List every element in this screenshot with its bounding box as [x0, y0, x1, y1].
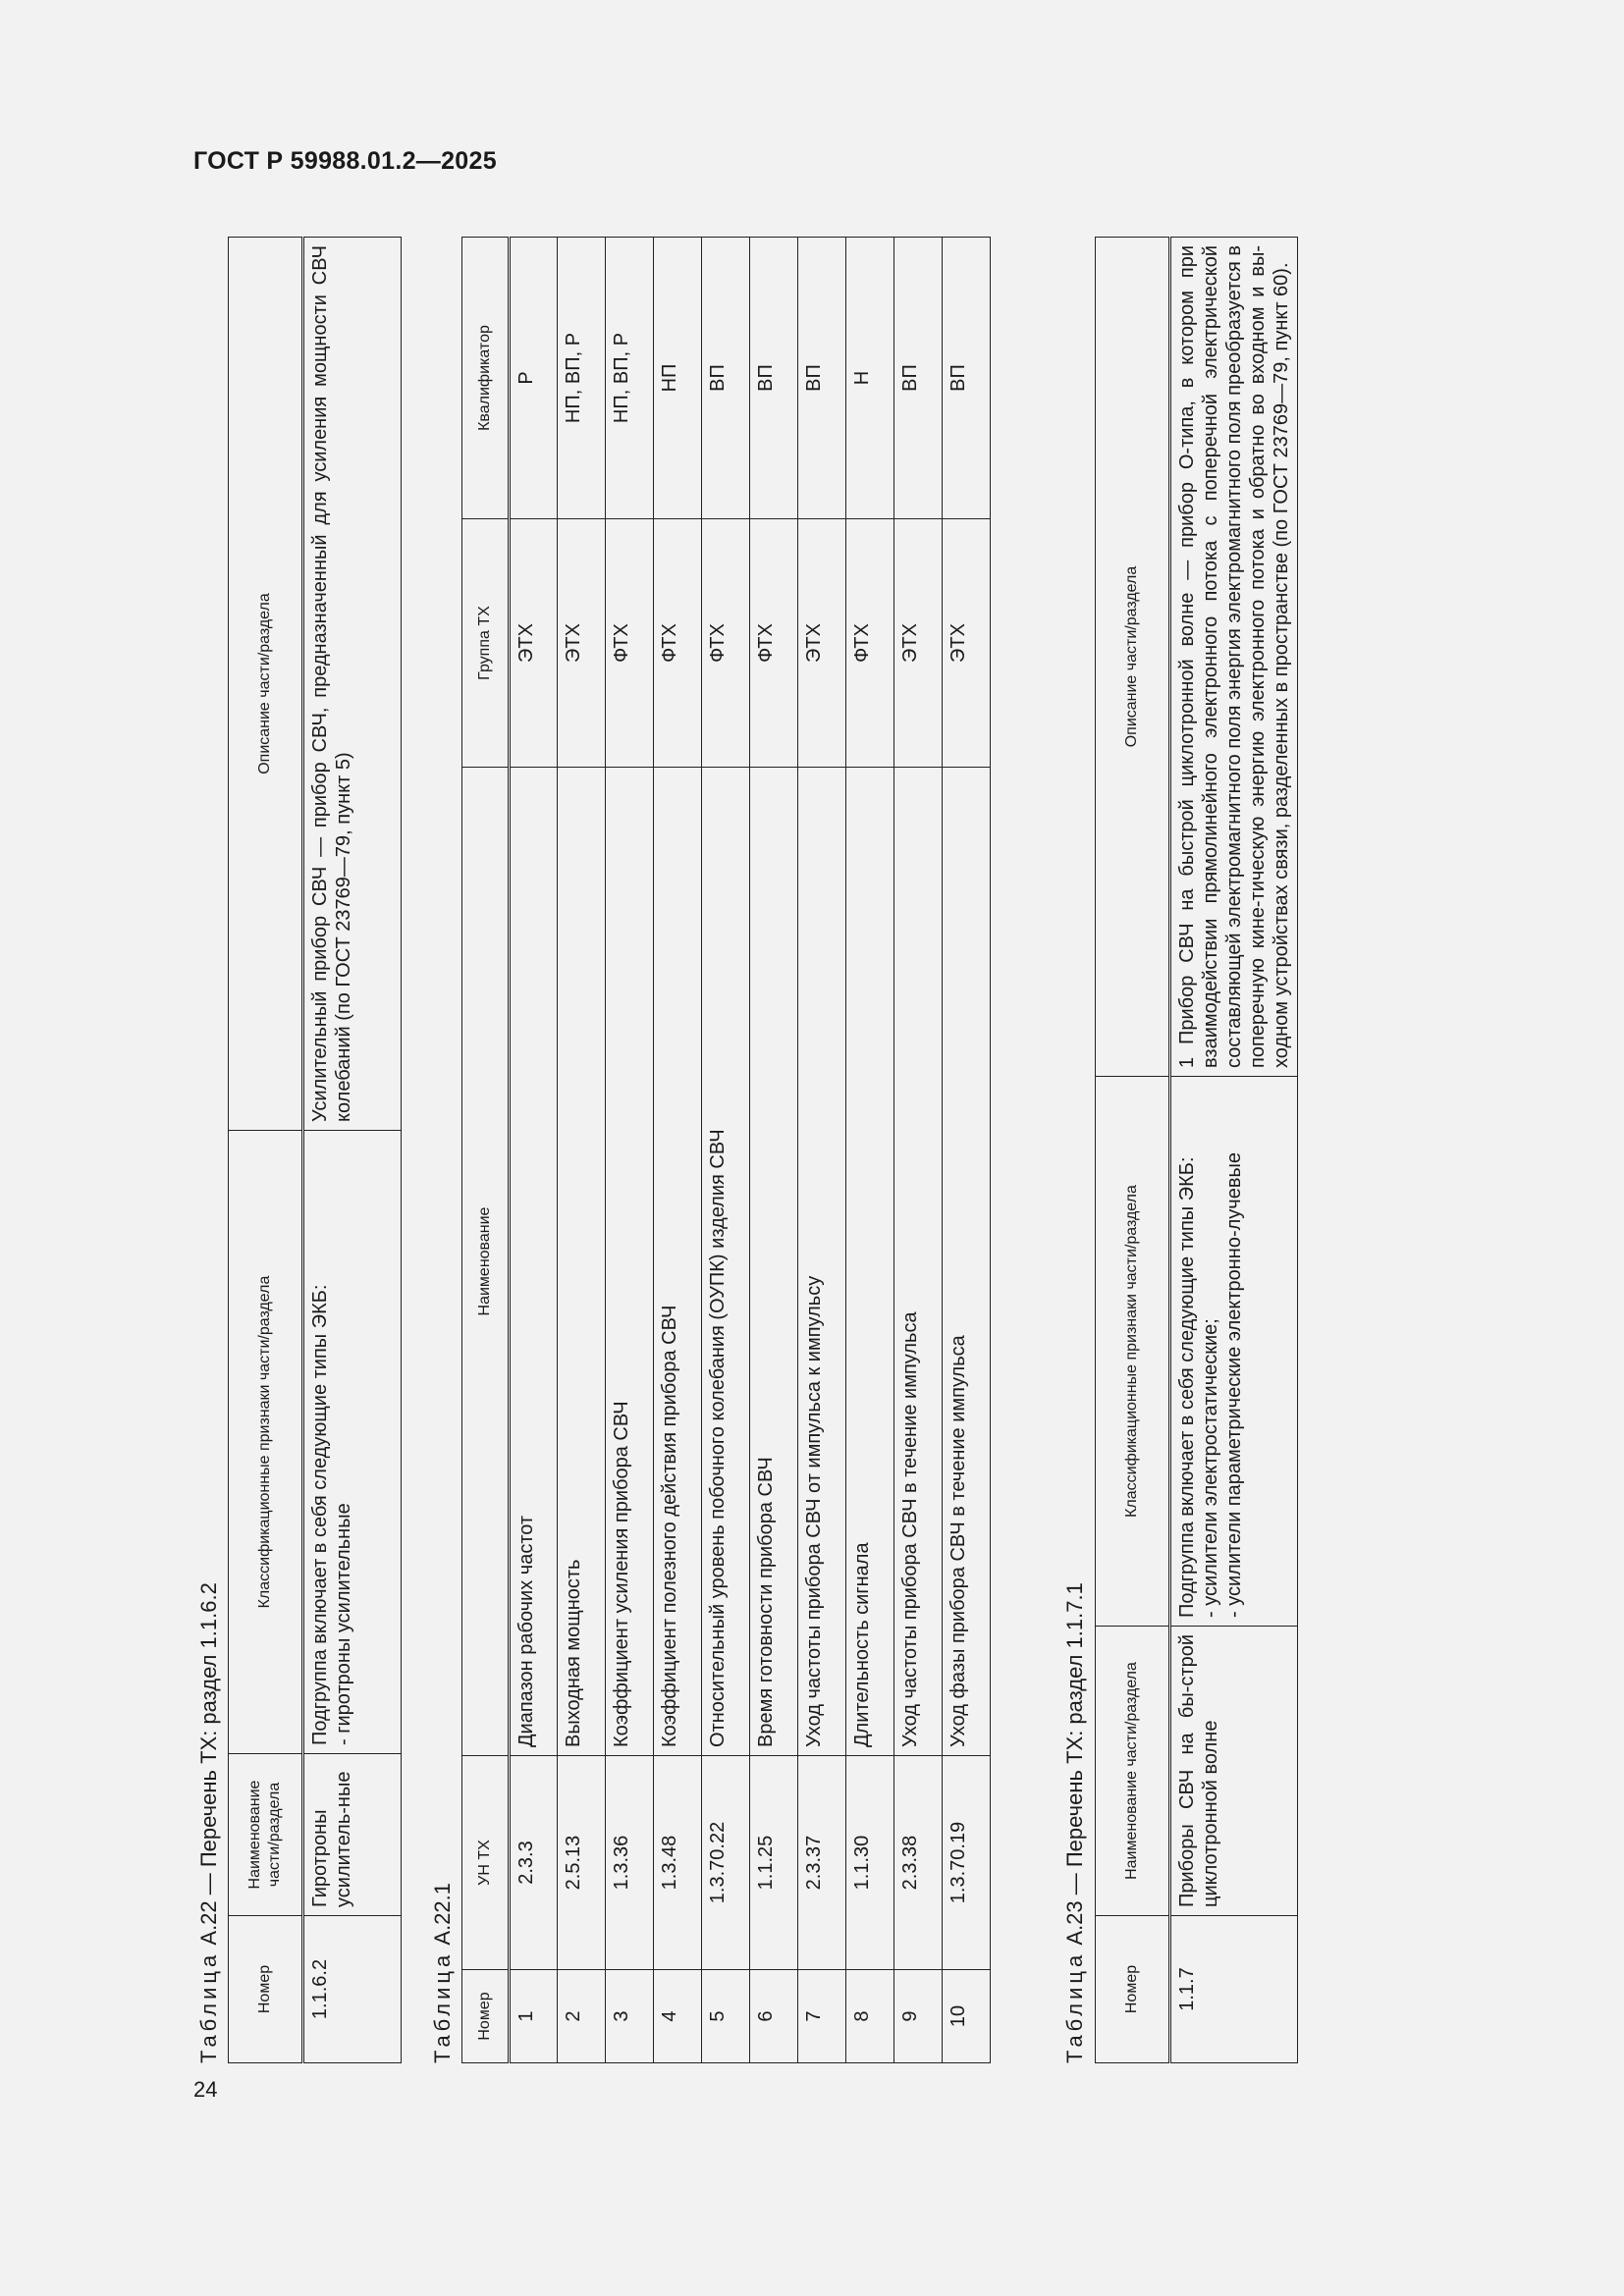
table-a221-header-row — [462, 238, 510, 2063]
row-qualifier: ВП — [798, 238, 846, 519]
row-code: 2.3.38 — [894, 1756, 943, 1970]
row-qualifier: ВП — [894, 238, 943, 519]
table-a22-caption — [196, 1582, 222, 2063]
row-name: Приборы СВЧ на бы-строй циклотронной волне — [1170, 1627, 1298, 1916]
classification-line: - усилители электростатические; — [1200, 1318, 1221, 1618]
row-number: 5 — [702, 1970, 750, 2063]
row-qualifier: Н — [846, 238, 894, 519]
column-header-name: Наименование части/раздела — [1096, 1627, 1170, 1916]
table-a221-body — [510, 238, 991, 2063]
row-name: Уход фазы прибора СВЧ в течение импульса — [943, 768, 991, 1756]
table-row — [303, 238, 402, 2063]
row-number: 6 — [750, 1970, 798, 2063]
table-a23-caption — [1062, 1582, 1088, 2063]
table-a22-caption-text: А.22 — Перечень ТХ: раздел 1.1.6.2 — [196, 1582, 221, 1946]
row-group: ФТХ — [750, 519, 798, 768]
classification-line: - усилители параметрические электронно-лучевые — [1223, 1152, 1245, 1618]
row-number: 1.1.7 — [1170, 1916, 1298, 2063]
row-group: ЭТХ — [558, 519, 606, 768]
row-number: 3 — [606, 1970, 654, 2063]
row-name: Гиротроны усилитель-ные — [303, 1754, 402, 1916]
row-name: Время готовности прибора СВЧ — [750, 768, 798, 1756]
column-header-number: Номер — [229, 1916, 303, 2063]
table-a221-caption-text: А.22.1 — [430, 1883, 455, 1946]
row-name: Коэффициент полезного действия прибора СВЧ — [654, 768, 702, 1756]
column-header-name: Наименование части/раздела — [229, 1754, 303, 1916]
row-qualifier: ВП — [702, 238, 750, 519]
table-row — [606, 238, 654, 2063]
rotated-content — [196, 234, 1512, 2071]
table-row — [750, 238, 798, 2063]
row-number: 7 — [798, 1970, 846, 2063]
table-row — [798, 238, 846, 2063]
column-header-group: Группа ТХ — [462, 519, 510, 768]
row-group: ФТХ — [654, 519, 702, 768]
table-a23-caption-word: Таблица — [1062, 1950, 1087, 2063]
row-code: 2.3.37 — [798, 1756, 846, 1970]
table-row — [558, 238, 606, 2063]
row-qualifier: Р — [510, 238, 558, 519]
row-name: Уход частоты прибора СВЧ от импульса к импульсу — [798, 768, 846, 1756]
row-number: 10 — [943, 1970, 991, 2063]
row-number: 1 — [510, 1970, 558, 2063]
row-name: Коэффициент усиления прибора СВЧ — [606, 768, 654, 1756]
row-code: 1.1.25 — [750, 1756, 798, 1970]
table-a221 — [461, 237, 991, 2063]
row-group: ЭТХ — [894, 519, 943, 768]
table-a22-header-row — [229, 238, 303, 2063]
table-a22 — [228, 237, 402, 2063]
row-group: ФТХ — [846, 519, 894, 768]
row-number: 9 — [894, 1970, 943, 2063]
row-number: 8 — [846, 1970, 894, 2063]
table-row — [654, 238, 702, 2063]
row-classification — [303, 1131, 402, 1754]
table-a23-caption-text: А.23 — Перечень ТХ: раздел 1.1.7.1 — [1062, 1582, 1087, 1946]
row-name: Длительность сигнала — [846, 768, 894, 1756]
row-name: Уход частоты прибора СВЧ в течение импульса — [894, 768, 943, 1756]
row-name: Относительный уровень побочного колебания (ОУПК) изделия СВЧ — [702, 768, 750, 1756]
row-qualifier: ВП — [943, 238, 991, 519]
column-header-classification: Классификационные признаки части/раздела — [1096, 1077, 1170, 1627]
row-qualifier: НП, ВП, Р — [606, 238, 654, 519]
table-a22-caption-word: Таблица — [196, 1950, 221, 2063]
document-header: ГОСТ Р 59988.01.2—2025 — [193, 147, 497, 175]
table-a221-caption — [430, 1883, 456, 2063]
column-header-number: Номер — [462, 1970, 510, 2063]
column-header-description: Описание части/раздела — [1096, 238, 1170, 1077]
row-group: ЭТХ — [510, 519, 558, 768]
column-header-code: УН ТХ — [462, 1756, 510, 1970]
row-name: Диапазон рабочих частот — [510, 768, 558, 1756]
row-code: 1.3.48 — [654, 1756, 702, 1970]
row-number: 4 — [654, 1970, 702, 2063]
page-number: 24 — [193, 2077, 218, 2102]
row-qualifier: НП, ВП, Р — [558, 238, 606, 519]
table-row — [1170, 238, 1298, 2063]
row-group: ЭТХ — [798, 519, 846, 768]
row-code: 2.3.3 — [510, 1756, 558, 1970]
table-a221-caption-word: Таблица — [430, 1950, 455, 2063]
table-a23 — [1095, 237, 1298, 2063]
row-code: 1.3.36 — [606, 1756, 654, 1970]
column-header-name: Наименование — [462, 768, 510, 1756]
row-number: 2 — [558, 1970, 606, 2063]
row-group: ФТХ — [702, 519, 750, 768]
column-header-number: Номер — [1096, 1916, 1170, 2063]
row-code: 2.5.13 — [558, 1756, 606, 1970]
row-description: Усилительный прибор СВЧ — прибор СВЧ, предназначенный для усиления мощности СВЧ колебаний (по ГОСТ 23769—79, пункт 5) — [303, 238, 402, 1131]
row-name: Выходная мощность — [558, 768, 606, 1756]
column-header-classification: Классификационные признаки части/раздела — [229, 1131, 303, 1754]
table-row — [846, 238, 894, 2063]
row-group: ЭТХ — [943, 519, 991, 768]
row-qualifier: ВП — [750, 238, 798, 519]
classification-line: Подгруппа включает в себя следующие типы ЭКБ: — [1176, 1156, 1198, 1618]
table-row — [702, 238, 750, 2063]
row-classification — [1170, 1077, 1298, 1627]
row-code: 1.3.70.22 — [702, 1756, 750, 1970]
row-group: ФТХ — [606, 519, 654, 768]
row-description: 1 Прибор СВЧ на быстрой циклотронной волне — прибор О-типа, в котором при взаимодействии прямолинейного электронного потока с поперечной электрической составляющей электромагнитного поля энергия электромагнитного поля преобразуется в поперечную кине-тическую энергию электронного потока и обратно во входном и вы-ходном устройствах связи, разделенных в пространстве (по ГОСТ 23769—79, пункт 60). — [1170, 238, 1298, 1077]
column-header-description: Описание части/раздела — [229, 238, 303, 1131]
column-header-qualifier: Квалификатор — [462, 238, 510, 519]
row-code: 1.3.70.19 — [943, 1756, 991, 1970]
table-a23-header-row — [1096, 238, 1170, 2063]
row-qualifier: НП — [654, 238, 702, 519]
classification-line: Подгруппа включает в себя следующие типы ЭКБ: — [309, 1284, 331, 1745]
table-row — [943, 238, 991, 2063]
classification-line: - гиротроны усилительные — [333, 1503, 354, 1745]
row-number: 1.1.6.2 — [303, 1916, 402, 2063]
table-row — [894, 238, 943, 2063]
table-row — [510, 238, 558, 2063]
row-code: 1.1.30 — [846, 1756, 894, 1970]
